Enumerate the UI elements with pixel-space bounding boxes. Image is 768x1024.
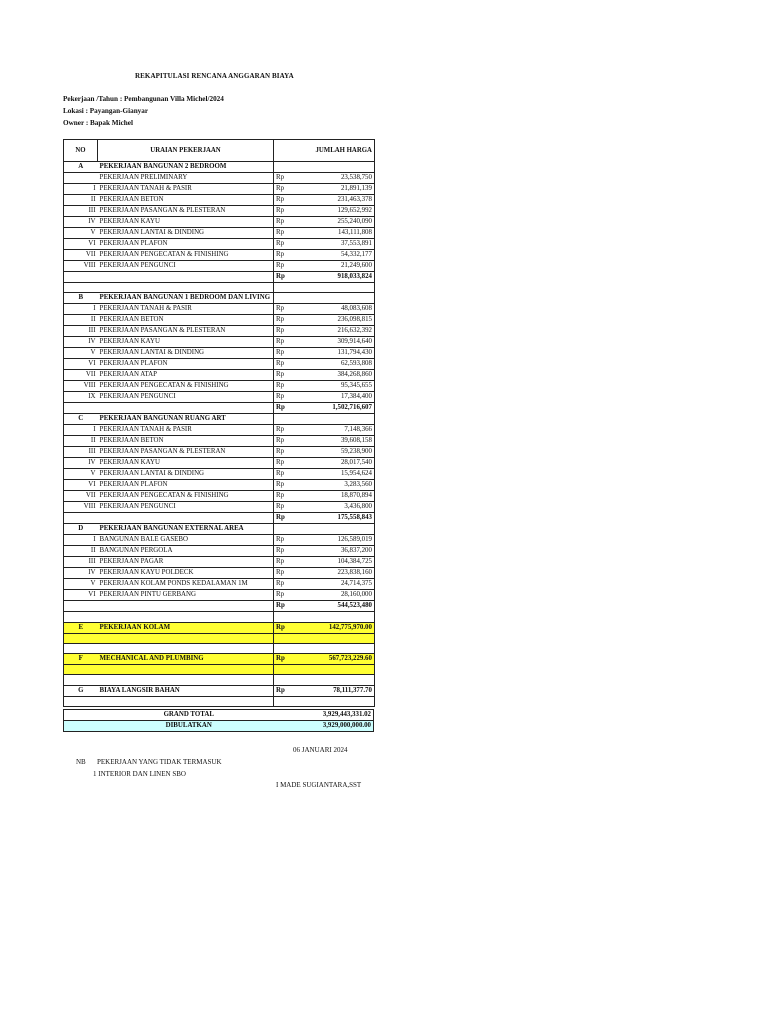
item-currency: Rp bbox=[274, 184, 314, 195]
item-currency: Rp bbox=[274, 491, 314, 502]
item-number: V bbox=[64, 228, 98, 239]
subtotal-currency: Rp bbox=[274, 272, 314, 283]
item-description: PEKERJAAN LANTAI & DINDING bbox=[98, 469, 274, 480]
nb-text: PEKERJAAN YANG TIDAK TERMASUK bbox=[97, 758, 222, 766]
subtotal-blank bbox=[98, 513, 274, 524]
item-number: VI bbox=[64, 590, 98, 601]
blank-cell bbox=[274, 665, 314, 675]
grand-total-label: GRAND TOTAL bbox=[64, 710, 314, 721]
item-description: PEKERJAAN ATAP bbox=[98, 370, 274, 381]
item-number: I bbox=[64, 535, 98, 546]
subtotal-blank bbox=[64, 601, 98, 612]
section-header-a bbox=[64, 162, 375, 173]
item-description: BANGUNAN PERGOLA bbox=[98, 546, 274, 557]
header-cur bbox=[274, 140, 314, 162]
item-value: 62,593,808 bbox=[314, 359, 375, 370]
item-description: PEKERJAAN PENGECATAN & FINISHING bbox=[98, 381, 274, 392]
item-currency: Rp bbox=[274, 359, 314, 370]
section-currency: Rp bbox=[274, 685, 314, 696]
item-description: PEKERJAAN LANTAI & DINDING bbox=[98, 348, 274, 359]
item-description: PEKERJAAN KAYU POLDECK bbox=[98, 568, 274, 579]
item-value: 39,608,158 bbox=[314, 436, 375, 447]
subtotal-currency: Rp bbox=[274, 513, 314, 524]
item-currency: Rp bbox=[274, 239, 314, 250]
item-description: PEKERJAAN TANAH & PASIR bbox=[98, 184, 274, 195]
item-value: 24,714,375 bbox=[314, 579, 375, 590]
table-row bbox=[64, 337, 375, 348]
section-cur bbox=[274, 293, 314, 304]
location-info: Lokasi : Payangan-Gianyar bbox=[63, 107, 149, 115]
item-number: I bbox=[64, 425, 98, 436]
section-value bbox=[314, 414, 375, 425]
item-number: II bbox=[64, 436, 98, 447]
item-currency: Rp bbox=[274, 502, 314, 513]
blank-cell bbox=[314, 665, 375, 675]
table-row bbox=[64, 458, 375, 469]
blank-cell bbox=[64, 643, 98, 653]
table-row bbox=[64, 447, 375, 458]
item-number: IV bbox=[64, 337, 98, 348]
item-description: PEKERJAAN BETON bbox=[98, 436, 274, 447]
item-number: VII bbox=[64, 250, 98, 261]
blank-cell bbox=[98, 633, 274, 643]
subtotal-blank bbox=[98, 272, 274, 283]
item-description: PEKERJAAN PLAFON bbox=[98, 359, 274, 370]
nb-label: NB bbox=[76, 758, 86, 766]
blank-cell bbox=[314, 643, 375, 653]
item-value: 36,837,200 bbox=[314, 546, 375, 557]
document-title: REKAPITULASI RENCANA ANGGARAN BIAYA bbox=[135, 72, 294, 80]
table-row bbox=[64, 370, 375, 381]
section-title: PEKERJAAN BANGUNAN RUANG ART bbox=[98, 414, 274, 425]
item-value: 95,345,655 bbox=[314, 381, 375, 392]
item-description: PEKERJAAN PLAFON bbox=[98, 239, 274, 250]
item-value: 15,954,624 bbox=[314, 469, 375, 480]
section-value bbox=[314, 293, 375, 304]
section-currency: Rp bbox=[274, 654, 314, 665]
item-currency: Rp bbox=[274, 173, 314, 184]
item-description: PEKERJAAN PLAFON bbox=[98, 480, 274, 491]
table-row bbox=[64, 579, 375, 590]
item-value: 384,268,860 bbox=[314, 370, 375, 381]
item-currency: Rp bbox=[274, 436, 314, 447]
blank-cell bbox=[314, 633, 375, 643]
item-value: 3,436,800 bbox=[314, 502, 375, 513]
blank-cell bbox=[64, 633, 98, 643]
blank-row bbox=[64, 633, 375, 643]
section-letter: G bbox=[64, 685, 98, 696]
item-number: IV bbox=[64, 568, 98, 579]
table-row bbox=[64, 195, 375, 206]
blank-cell bbox=[64, 665, 98, 675]
blank-cell bbox=[98, 696, 274, 706]
owner-info: Owner : Bapak Michel bbox=[63, 119, 133, 127]
table-row bbox=[64, 173, 375, 184]
item-value: 216,632,392 bbox=[314, 326, 375, 337]
item-currency: Rp bbox=[274, 304, 314, 315]
section-row-f bbox=[64, 654, 375, 665]
blank-cell bbox=[314, 283, 375, 293]
item-value: 236,098,815 bbox=[314, 315, 375, 326]
item-currency: Rp bbox=[274, 370, 314, 381]
table-row bbox=[64, 217, 375, 228]
table-row bbox=[64, 261, 375, 272]
section-letter: E bbox=[64, 622, 98, 633]
blank-cell bbox=[98, 665, 274, 675]
item-currency: Rp bbox=[274, 195, 314, 206]
header-uraian: URAIAN PEKERJAAN bbox=[98, 140, 274, 162]
section-title: PEKERJAAN BANGUNAN 2 BEDROOM bbox=[98, 162, 274, 173]
blank-cell bbox=[98, 612, 274, 622]
table-row bbox=[64, 557, 375, 568]
item-value: 28,160,000 bbox=[314, 590, 375, 601]
blank-cell bbox=[314, 696, 375, 706]
header-jumlah: JUMLAH HARGA bbox=[314, 140, 375, 162]
blank-cell bbox=[274, 633, 314, 643]
item-currency: Rp bbox=[274, 546, 314, 557]
item-value: 309,914,640 bbox=[314, 337, 375, 348]
item-number: II bbox=[64, 315, 98, 326]
table-row bbox=[64, 469, 375, 480]
grand-total-value: 3,929,443,331.02 bbox=[314, 710, 374, 721]
section-row-g bbox=[64, 685, 375, 696]
item-number: III bbox=[64, 447, 98, 458]
section-currency: Rp bbox=[274, 622, 314, 633]
budget-table bbox=[63, 139, 375, 707]
rounded-total-row bbox=[64, 721, 374, 732]
item-currency: Rp bbox=[274, 315, 314, 326]
item-value: 104,384,725 bbox=[314, 557, 375, 568]
item-description: PEKERJAAN PASANGAN & PLESTERAN bbox=[98, 447, 274, 458]
section-letter: F bbox=[64, 654, 98, 665]
item-description: PEKERJAAN PASANGAN & PLESTERAN bbox=[98, 206, 274, 217]
item-description: PEKERJAAN LANTAI & DINDING bbox=[98, 228, 274, 239]
section-cur bbox=[274, 162, 314, 173]
blank-cell bbox=[98, 283, 274, 293]
item-description: PEKERJAAN PENGUNCI bbox=[98, 392, 274, 403]
item-value: 59,238,900 bbox=[314, 447, 375, 458]
subtotal-value: 175,558,843 bbox=[314, 513, 375, 524]
item-description: PEKERJAAN PASANGAN & PLESTERAN bbox=[98, 326, 274, 337]
subtotal-row-d bbox=[64, 601, 375, 612]
item-value: 231,463,378 bbox=[314, 195, 375, 206]
subtotal-blank bbox=[64, 272, 98, 283]
item-currency: Rp bbox=[274, 458, 314, 469]
section-title: MECHANICAL AND PLUMBING bbox=[98, 654, 274, 665]
item-number: VI bbox=[64, 480, 98, 491]
subtotal-row-c bbox=[64, 513, 375, 524]
item-number: IV bbox=[64, 458, 98, 469]
item-number: III bbox=[64, 326, 98, 337]
subtotal-value: 1,502,716,607 bbox=[314, 403, 375, 414]
section-letter: D bbox=[64, 524, 98, 535]
item-description: PEKERJAAN TANAH & PASIR bbox=[98, 425, 274, 436]
item-number: VIII bbox=[64, 381, 98, 392]
grand-total-row bbox=[64, 710, 374, 721]
item-description: PEKERJAAN BETON bbox=[98, 195, 274, 206]
item-number: VIII bbox=[64, 502, 98, 513]
blank-cell bbox=[314, 675, 375, 685]
item-value: 28,017,540 bbox=[314, 458, 375, 469]
section-title: PEKERJAAN BANGUNAN 1 BEDROOM DAN LIVING bbox=[98, 293, 274, 304]
item-value: 129,652,992 bbox=[314, 206, 375, 217]
item-currency: Rp bbox=[274, 480, 314, 491]
blank-row bbox=[64, 696, 375, 706]
blank-row bbox=[64, 643, 375, 653]
section-cur bbox=[274, 524, 314, 535]
rounded-total-value: 3,929,000,000.00 bbox=[314, 721, 374, 732]
item-currency: Rp bbox=[274, 261, 314, 272]
item-currency: Rp bbox=[274, 557, 314, 568]
item-currency: Rp bbox=[274, 425, 314, 436]
subtotal-value: 544,523,480 bbox=[314, 601, 375, 612]
item-description: PEKERJAAN KAYU bbox=[98, 458, 274, 469]
blank-cell bbox=[98, 643, 274, 653]
table-row bbox=[64, 359, 375, 370]
item-number: III bbox=[64, 557, 98, 568]
table-row bbox=[64, 184, 375, 195]
blank-cell bbox=[64, 612, 98, 622]
blank-cell bbox=[98, 675, 274, 685]
section-value: 567,723,229.60 bbox=[314, 654, 375, 665]
item-number: V bbox=[64, 579, 98, 590]
item-value: 3,283,560 bbox=[314, 480, 375, 491]
document-date: 06 JANUARI 2024 bbox=[293, 746, 348, 754]
item-number: I bbox=[64, 304, 98, 315]
item-description: PEKERJAAN KAYU bbox=[98, 217, 274, 228]
item-currency: Rp bbox=[274, 250, 314, 261]
subtotal-value: 918,033,824 bbox=[314, 272, 375, 283]
table-row bbox=[64, 206, 375, 217]
item-number: II bbox=[64, 546, 98, 557]
item-number: VII bbox=[64, 370, 98, 381]
blank-cell bbox=[274, 612, 314, 622]
item-currency: Rp bbox=[274, 469, 314, 480]
table-row bbox=[64, 304, 375, 315]
item-number: V bbox=[64, 348, 98, 359]
blank-cell bbox=[274, 283, 314, 293]
blank-cell bbox=[64, 283, 98, 293]
item-description: PEKERJAAN PAGAR bbox=[98, 557, 274, 568]
header-no: NO bbox=[64, 140, 98, 162]
item-number: VIII bbox=[64, 261, 98, 272]
item-value: 21,891,139 bbox=[314, 184, 375, 195]
section-header-b bbox=[64, 293, 375, 304]
section-title: BIAYA LANGSIR BAHAN bbox=[98, 685, 274, 696]
totals-table bbox=[63, 709, 374, 732]
section-letter: B bbox=[64, 293, 98, 304]
item-currency: Rp bbox=[274, 392, 314, 403]
subtotal-blank bbox=[64, 403, 98, 414]
table-row bbox=[64, 491, 375, 502]
item-description: PEKERJAAN KOLAM PONDS KEDALAMAN 1M bbox=[98, 579, 274, 590]
table-row bbox=[64, 315, 375, 326]
table-row bbox=[64, 480, 375, 491]
item-number: III bbox=[64, 206, 98, 217]
item-number: VII bbox=[64, 491, 98, 502]
subtotal-blank bbox=[98, 403, 274, 414]
section-value: 142,775,970.00 bbox=[314, 622, 375, 633]
item-currency: Rp bbox=[274, 579, 314, 590]
section-title: PEKERJAAN BANGUNAN EXTERNAL AREA bbox=[98, 524, 274, 535]
blank-cell bbox=[274, 675, 314, 685]
section-letter: C bbox=[64, 414, 98, 425]
item-number: II bbox=[64, 195, 98, 206]
table-row bbox=[64, 348, 375, 359]
section-value: 78,111,377.70 bbox=[314, 685, 375, 696]
section-letter: A bbox=[64, 162, 98, 173]
blank-row bbox=[64, 675, 375, 685]
table-row bbox=[64, 590, 375, 601]
subtotal-currency: Rp bbox=[274, 601, 314, 612]
item-currency: Rp bbox=[274, 217, 314, 228]
item-currency: Rp bbox=[274, 590, 314, 601]
item-currency: Rp bbox=[274, 337, 314, 348]
blank-cell bbox=[274, 643, 314, 653]
blank-row bbox=[64, 665, 375, 675]
signer-name: I MADE SUGIANTARA,SST bbox=[276, 781, 362, 789]
item-description: PEKERJAAN TANAH & PASIR bbox=[98, 304, 274, 315]
item-currency: Rp bbox=[274, 326, 314, 337]
item-number: VI bbox=[64, 359, 98, 370]
item-number bbox=[64, 173, 98, 184]
table-row bbox=[64, 436, 375, 447]
table-header-row bbox=[64, 140, 375, 162]
section-cur bbox=[274, 414, 314, 425]
section-value bbox=[314, 162, 375, 173]
subtotal-blank bbox=[98, 601, 274, 612]
item-number: IX bbox=[64, 392, 98, 403]
blank-row bbox=[64, 612, 375, 622]
item-number: VI bbox=[64, 239, 98, 250]
blank-cell bbox=[274, 696, 314, 706]
item-value: 131,794,430 bbox=[314, 348, 375, 359]
item-currency: Rp bbox=[274, 228, 314, 239]
item-currency: Rp bbox=[274, 447, 314, 458]
item-description: PEKERJAAN PENGECATAN & FINISHING bbox=[98, 491, 274, 502]
table-row bbox=[64, 535, 375, 546]
table-row bbox=[64, 250, 375, 261]
nb-item: 1 INTERIOR DAN LINEN SBO bbox=[93, 770, 186, 778]
blank-cell bbox=[314, 612, 375, 622]
item-value: 17,384,400 bbox=[314, 392, 375, 403]
table-row bbox=[64, 502, 375, 513]
table-row bbox=[64, 568, 375, 579]
item-description: PEKERJAAN PRELIMINARY bbox=[98, 173, 274, 184]
item-description: PEKERJAAN PINTU GERBANG bbox=[98, 590, 274, 601]
blank-row bbox=[64, 283, 375, 293]
item-value: 223,838,160 bbox=[314, 568, 375, 579]
item-currency: Rp bbox=[274, 535, 314, 546]
table-row bbox=[64, 425, 375, 436]
subtotal-row-a bbox=[64, 272, 375, 283]
item-description: PEKERJAAN PENGUNCI bbox=[98, 261, 274, 272]
item-value: 126,589,019 bbox=[314, 535, 375, 546]
subtotal-currency: Rp bbox=[274, 403, 314, 414]
subtotal-blank bbox=[64, 513, 98, 524]
item-currency: Rp bbox=[274, 206, 314, 217]
item-value: 143,111,808 bbox=[314, 228, 375, 239]
item-currency: Rp bbox=[274, 568, 314, 579]
table-row bbox=[64, 392, 375, 403]
item-currency: Rp bbox=[274, 348, 314, 359]
table-row bbox=[64, 228, 375, 239]
item-value: 255,240,090 bbox=[314, 217, 375, 228]
blank-cell bbox=[64, 696, 98, 706]
item-value: 48,083,608 bbox=[314, 304, 375, 315]
item-number: IV bbox=[64, 217, 98, 228]
item-description: BANGUNAN BALE GASEBO bbox=[98, 535, 274, 546]
item-description: PEKERJAAN PENGUNCI bbox=[98, 502, 274, 513]
table-row bbox=[64, 239, 375, 250]
item-number: V bbox=[64, 469, 98, 480]
section-row-e bbox=[64, 622, 375, 633]
section-title: PEKERJAAN KOLAM bbox=[98, 622, 274, 633]
item-value: 54,332,177 bbox=[314, 250, 375, 261]
item-description: PEKERJAAN KAYU bbox=[98, 337, 274, 348]
item-value: 23,538,750 bbox=[314, 173, 375, 184]
section-header-c bbox=[64, 414, 375, 425]
section-header-d bbox=[64, 524, 375, 535]
table-row bbox=[64, 546, 375, 557]
item-value: 37,553,891 bbox=[314, 239, 375, 250]
item-currency: Rp bbox=[274, 381, 314, 392]
table-row bbox=[64, 326, 375, 337]
item-value: 21,249,600 bbox=[314, 261, 375, 272]
rounded-total-label: DIBULATKAN bbox=[64, 721, 314, 732]
item-value: 7,148,366 bbox=[314, 425, 375, 436]
blank-cell bbox=[64, 675, 98, 685]
section-value bbox=[314, 524, 375, 535]
item-number: I bbox=[64, 184, 98, 195]
project-info: Pekerjaan /Tahun : Pembangunan Villa Michel/2024 bbox=[63, 95, 224, 103]
subtotal-row-b bbox=[64, 403, 375, 414]
table-row bbox=[64, 381, 375, 392]
item-value: 18,870,894 bbox=[314, 491, 375, 502]
item-description: PEKERJAAN BETON bbox=[98, 315, 274, 326]
item-description: PEKERJAAN PENGECATAN & FINISHING bbox=[98, 250, 274, 261]
